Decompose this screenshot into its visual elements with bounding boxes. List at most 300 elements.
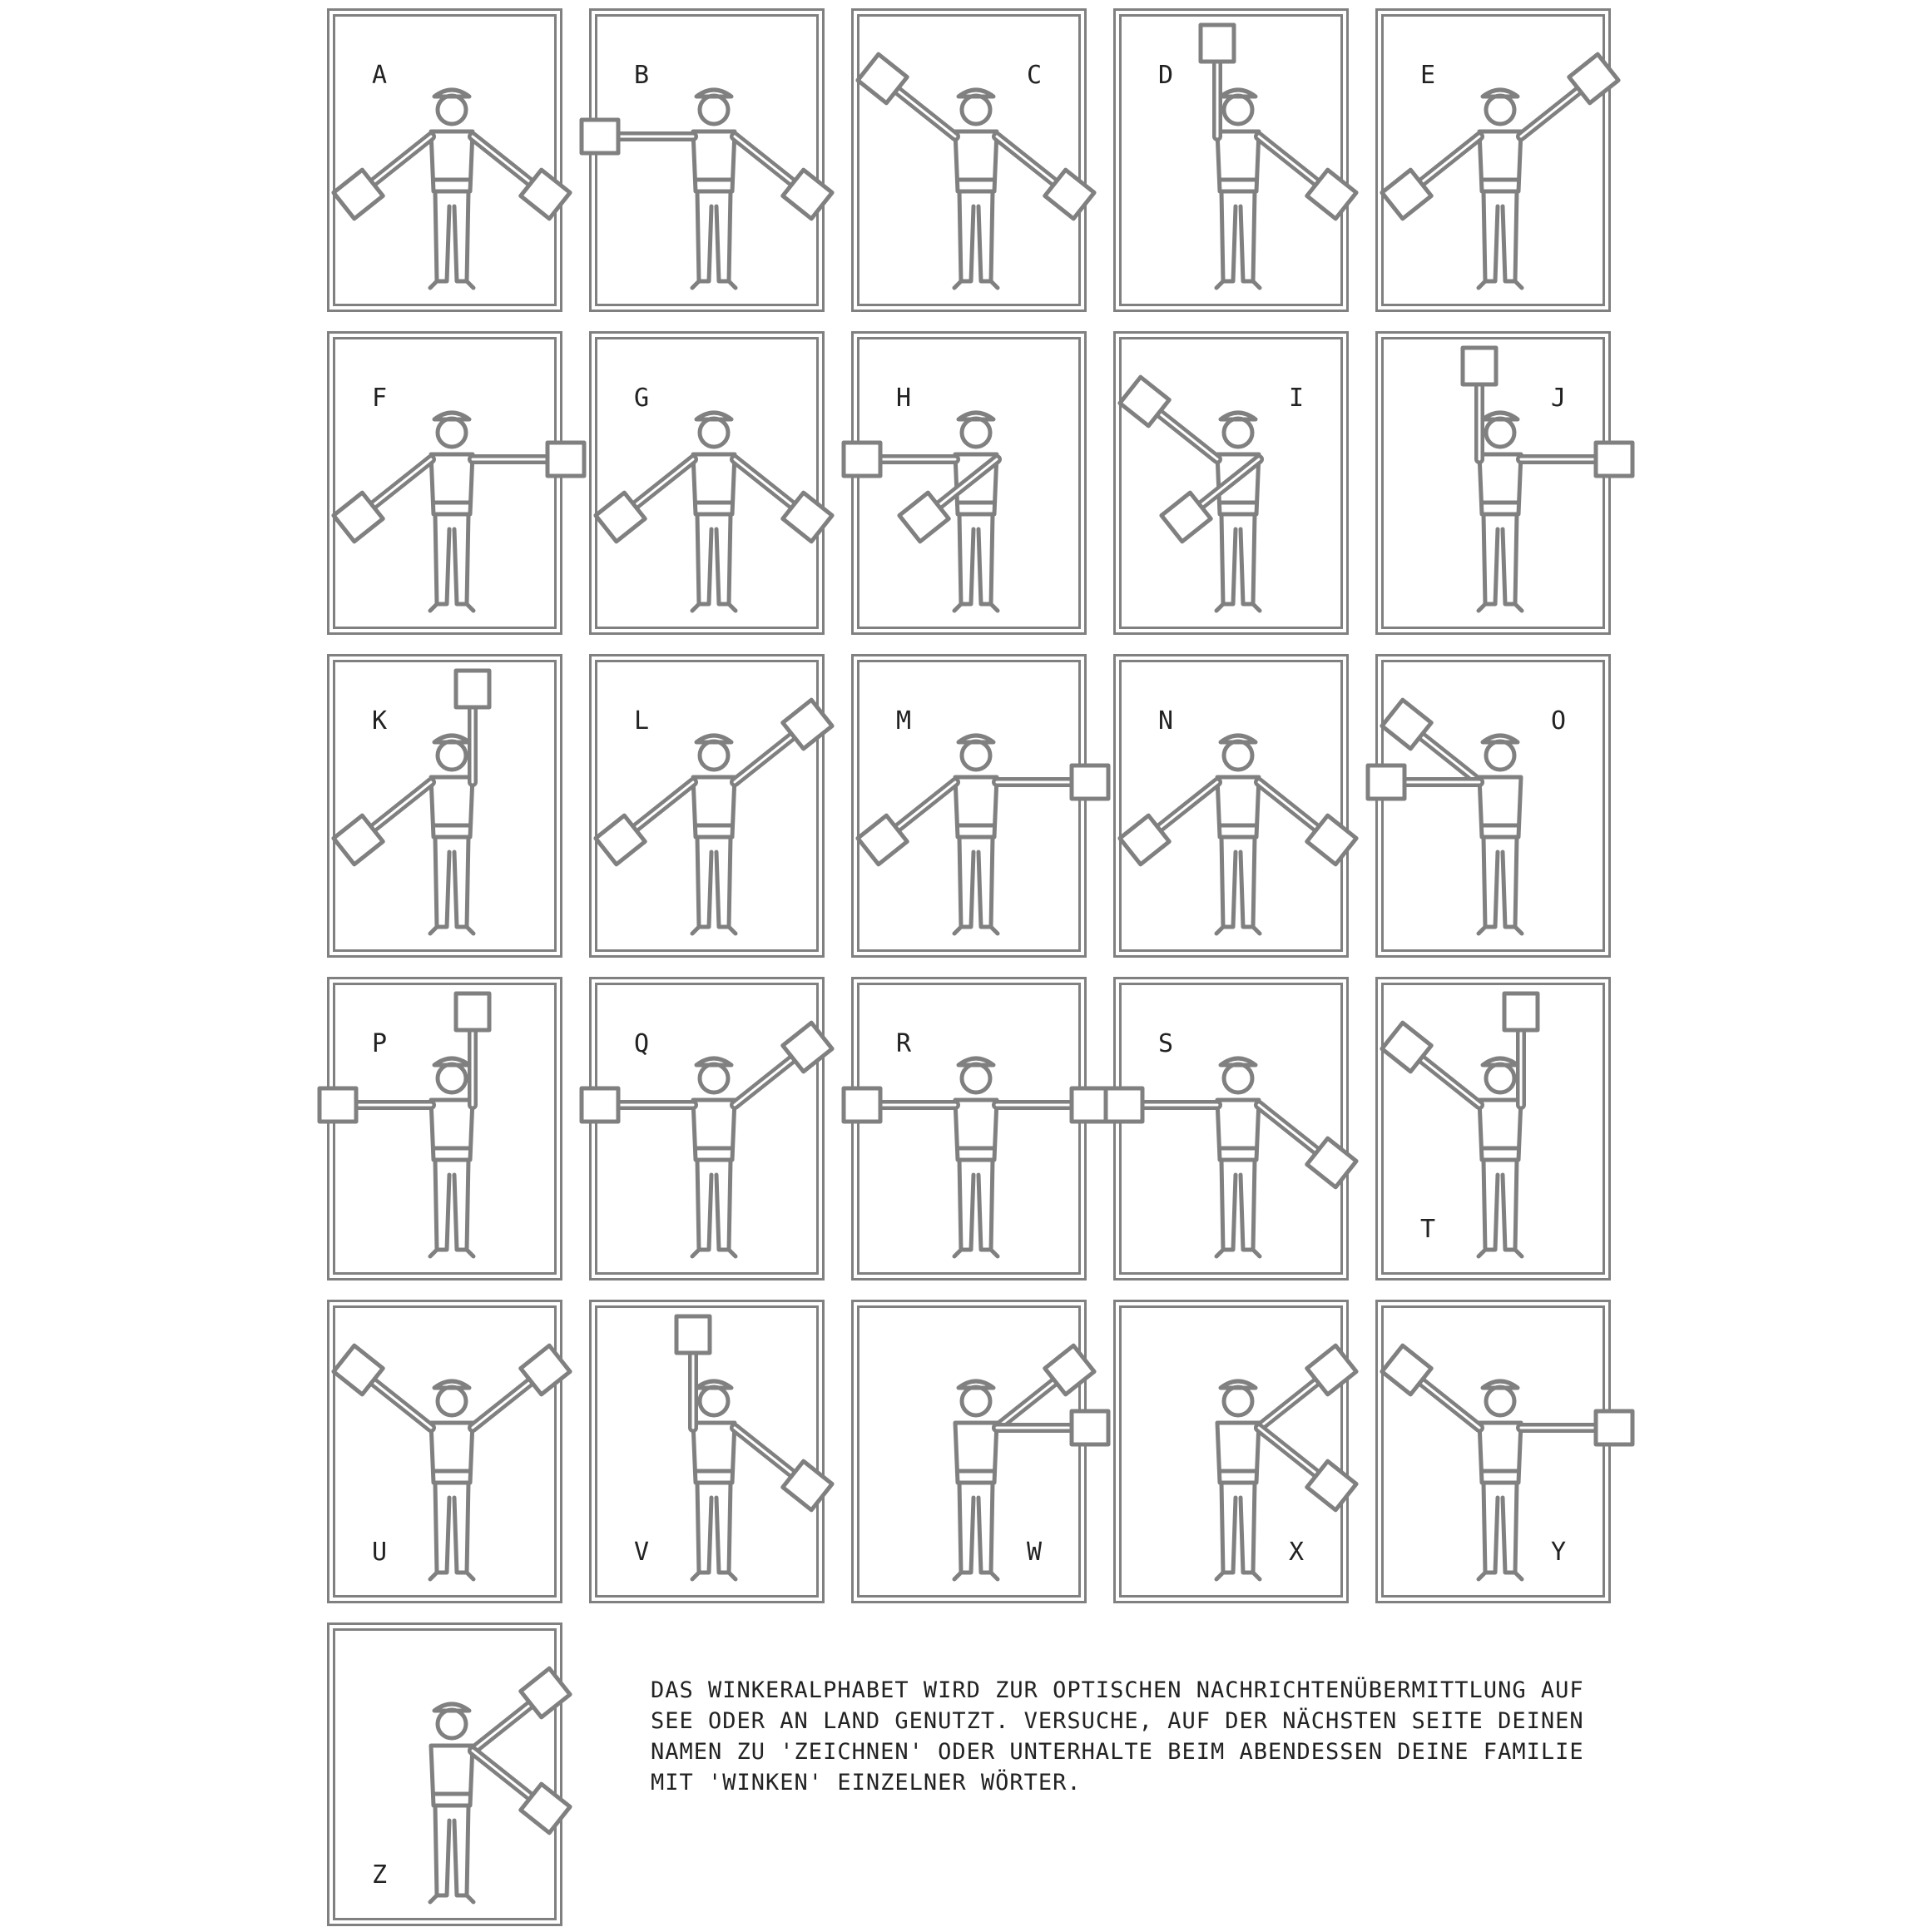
sailor-right-leg: [1503, 1160, 1517, 1250]
semaphore-illustration: [859, 985, 1078, 1272]
sailor-left-leg: [959, 191, 973, 281]
sailor-figure: [1216, 1345, 1356, 1579]
sailor-left-leg: [697, 514, 711, 604]
semaphore-illustration: [1122, 339, 1340, 627]
semaphore-flag: [1072, 1088, 1108, 1122]
semaphore-illustration: [335, 1308, 554, 1595]
sailor-head: [962, 96, 990, 124]
sailor-right-foot: [729, 1250, 736, 1256]
semaphore-cell-f: [327, 331, 562, 635]
sailor-arm-fill: [473, 1751, 533, 1798]
sailor-right-foot: [729, 1573, 736, 1579]
semaphore-letter-label: O: [1550, 706, 1566, 736]
semaphore-flag: [844, 1088, 880, 1122]
sailor-left-leg: [1221, 191, 1236, 281]
sailor-head: [438, 1064, 466, 1092]
description-text: DAS WINKERALPHABET WIRD ZUR OPTISCHEN NACHRICHTENÜBERMITTLUNG AUF SEE ODER AN LAND GENUTZT. VERSUCHE, AUF DER NÄCHSTEN SEITE DEINEN NAMEN ZU 'ZEICHNEN' ODER UNTERHALTE BEIM ABENDESSEN DEINE FAMILIE MIT 'WINKEN' EINZELNER WÖRTER.: [651, 1677, 1584, 1796]
sailor-figure: [1382, 993, 1538, 1256]
semaphore-letter-label: Q: [634, 1029, 650, 1058]
sailor-left-foot: [692, 927, 699, 934]
sailor-torso: [1479, 1100, 1521, 1160]
sailor-arm-fill: [633, 459, 693, 507]
sailor-torso: [1217, 1423, 1259, 1483]
sailor-torso: [1479, 454, 1521, 514]
sailor-right-leg: [1503, 514, 1517, 604]
sailor-head: [700, 1387, 728, 1415]
semaphore-illustration: [1384, 985, 1603, 1272]
sailor-arm-fill: [1259, 782, 1319, 830]
sailor-torso: [1479, 777, 1521, 837]
sailor-right-leg: [454, 1806, 468, 1895]
sailor-left-foot: [1216, 927, 1223, 934]
sailor-arm-fill: [371, 459, 431, 507]
semaphore-flag: [844, 443, 880, 476]
sailor-left-leg: [697, 1483, 711, 1573]
sailor-head: [1486, 96, 1514, 124]
semaphore-cell-t: [1375, 977, 1611, 1281]
sailor-right-foot: [991, 604, 998, 611]
sailor-arm-fill: [473, 1703, 533, 1751]
semaphore-illustration: [859, 17, 1078, 304]
sailor-right-leg: [716, 191, 731, 281]
semaphore-illustration: [597, 17, 816, 304]
sailor-left-leg: [435, 1483, 449, 1573]
semaphore-illustration: [1122, 662, 1340, 949]
semaphore-cell-x: [1113, 1300, 1349, 1603]
semaphore-flag: [1072, 765, 1108, 799]
sailor-arm-fill: [1259, 136, 1319, 184]
sailor-figure: [334, 1345, 570, 1579]
sailor-right-leg: [1503, 1483, 1517, 1573]
sailor-right-leg: [978, 514, 993, 604]
sailor-left-leg: [959, 1483, 973, 1573]
sailor-right-leg: [1241, 1160, 1255, 1250]
semaphore-cell-o: [1375, 654, 1611, 958]
sailor-right-leg: [454, 837, 468, 927]
semaphore-letter-label: N: [1158, 706, 1174, 736]
sailor-left-leg: [1484, 191, 1498, 281]
semaphore-letter-label: Y: [1550, 1538, 1566, 1567]
sailor-arm-fill: [1259, 1105, 1319, 1152]
semaphore-cell-u: [327, 1300, 562, 1603]
semaphore-cell-c: [851, 8, 1087, 312]
sailor-arm-fill: [473, 136, 533, 184]
sailor-head: [1224, 741, 1252, 770]
semaphore-flag: [676, 1316, 710, 1353]
sailor-cap: [1221, 1381, 1256, 1388]
sailor-right-foot: [467, 604, 473, 611]
sailor-cap: [434, 413, 469, 419]
sailor-arm-fill: [1521, 89, 1581, 136]
sailor-arm-fill: [937, 459, 997, 507]
sailor-right-leg: [716, 514, 731, 604]
sailor-cap: [1483, 1058, 1518, 1065]
semaphore-letter-label: M: [896, 706, 912, 736]
semaphore-cell-s: [1113, 977, 1349, 1281]
sailor-left-leg: [1484, 1160, 1498, 1250]
semaphore-cell-y: [1375, 1300, 1611, 1603]
sailor-cap: [434, 1381, 469, 1388]
sailor-torso: [955, 1100, 997, 1160]
sailor-right-foot: [1253, 1573, 1260, 1579]
sailor-figure: [1463, 348, 1632, 611]
sailor-torso: [1217, 777, 1259, 837]
semaphore-cell-g: [589, 331, 825, 635]
semaphore-illustration: [597, 662, 816, 949]
semaphore-letter-label: P: [372, 1029, 388, 1058]
sailor-figure: [596, 700, 832, 934]
sailor-left-leg: [959, 1160, 973, 1250]
sailor-torso: [1479, 131, 1521, 191]
sailor-arm-fill: [1419, 136, 1479, 184]
sailor-head: [700, 96, 728, 124]
sailor-figure: [844, 413, 998, 611]
sailor-head: [1224, 96, 1252, 124]
sailor-cap: [959, 736, 993, 742]
semaphore-illustration: [335, 985, 554, 1272]
sailor-torso: [693, 454, 735, 514]
sailor-arm-fill: [997, 1380, 1057, 1428]
semaphore-cell-b: [589, 8, 825, 312]
semaphore-letter-label: A: [372, 61, 388, 90]
sailor-right-foot: [467, 281, 473, 288]
semaphore-flag: [456, 993, 489, 1030]
sailor-torso: [1217, 1100, 1259, 1160]
sailor-right-foot: [991, 281, 998, 288]
semaphore-illustration: [335, 17, 554, 304]
semaphore-flag: [1368, 765, 1404, 799]
sailor-right-foot: [729, 604, 736, 611]
sailor-left-foot: [954, 1250, 961, 1256]
semaphore-cell-z: [327, 1622, 562, 1926]
sailor-left-leg: [1221, 837, 1236, 927]
sailor-arm-fill: [371, 1380, 431, 1428]
sailor-right-foot: [467, 1573, 473, 1579]
semaphore-flag: [1201, 25, 1234, 62]
sailor-left-foot: [430, 1250, 437, 1256]
sailor-left-foot: [954, 927, 961, 934]
sailor-arm-fill: [1419, 1058, 1479, 1105]
sailor-left-leg: [1221, 514, 1236, 604]
semaphore-cell-e: [1375, 8, 1611, 312]
sailor-head: [1486, 1387, 1514, 1415]
sailor-head: [438, 1710, 466, 1738]
sailor-cap: [696, 736, 731, 742]
sailor-right-leg: [716, 837, 731, 927]
sailor-figure: [596, 413, 832, 611]
semaphore-flag: [1463, 348, 1496, 384]
sailor-arm-fill: [1157, 412, 1217, 459]
sailor-figure: [1382, 54, 1618, 288]
semaphore-illustration: [1122, 1308, 1340, 1595]
sailor-cap: [434, 1058, 469, 1065]
sailor-head: [700, 741, 728, 770]
semaphore-cell-l: [589, 654, 825, 958]
semaphore-flag: [582, 1088, 618, 1122]
sailor-arm-fill: [735, 1428, 795, 1475]
sailor-left-leg: [697, 191, 711, 281]
sailor-head: [1486, 1064, 1514, 1092]
semaphore-cell-k: [327, 654, 562, 958]
sailor-torso: [431, 1746, 473, 1806]
sailor-right-leg: [454, 1483, 468, 1573]
semaphore-letter-label: I: [1288, 384, 1304, 413]
sailor-right-foot: [467, 1250, 473, 1256]
sailor-arm-fill: [997, 136, 1057, 184]
sailor-figure: [1382, 1345, 1632, 1579]
sailor-figure: [334, 90, 570, 288]
sailor-right-leg: [1241, 837, 1255, 927]
sailor-left-foot: [1479, 1573, 1485, 1579]
sailor-left-foot: [1479, 1250, 1485, 1256]
sailor-right-leg: [454, 514, 468, 604]
sailor-left-leg: [435, 514, 449, 604]
sailor-cap: [1221, 1058, 1256, 1065]
semaphore-letter-label: T: [1420, 1215, 1436, 1244]
sailor-figure: [676, 1316, 832, 1579]
sailor-left-foot: [692, 281, 699, 288]
sailor-head: [962, 1064, 990, 1092]
sailor-right-foot: [1253, 1250, 1260, 1256]
sailor-head: [1224, 1387, 1252, 1415]
sailor-left-foot: [1216, 604, 1223, 611]
sailor-right-leg: [1503, 191, 1517, 281]
sailor-head: [438, 419, 466, 447]
semaphore-illustration: [859, 1308, 1078, 1595]
sailor-right-foot: [1253, 281, 1260, 288]
sailor-figure: [334, 413, 584, 611]
sailor-right-foot: [1253, 604, 1260, 611]
semaphore-illustration: [1384, 339, 1603, 627]
sailor-left-leg: [1484, 514, 1498, 604]
semaphore-cell-a: [327, 8, 562, 312]
sailor-figure: [334, 671, 489, 934]
sailor-right-foot: [991, 1573, 998, 1579]
sailor-right-leg: [1241, 514, 1255, 604]
sailor-left-foot: [1479, 281, 1485, 288]
semaphore-letter-label: W: [1026, 1538, 1042, 1567]
sailor-arm-fill: [1259, 1380, 1319, 1428]
sailor-cap: [434, 1704, 469, 1711]
sailor-cap: [1483, 413, 1518, 419]
sailor-head: [438, 96, 466, 124]
sailor-left-foot: [430, 604, 437, 611]
sailor-torso: [1217, 131, 1259, 191]
sailor-right-leg: [716, 1483, 731, 1573]
sailor-head: [962, 741, 990, 770]
sailor-torso: [955, 777, 997, 837]
sailor-figure: [320, 993, 489, 1256]
semaphore-illustration: [335, 339, 554, 627]
sailor-arm-fill: [735, 459, 795, 507]
sailor-left-leg: [1221, 1160, 1236, 1250]
semaphore-letter-label: D: [1158, 61, 1174, 90]
sailor-figure: [1368, 700, 1522, 934]
sailor-head: [962, 419, 990, 447]
sailor-right-foot: [1515, 927, 1522, 934]
sailor-cap: [434, 736, 469, 742]
semaphore-cell-n: [1113, 654, 1349, 958]
semaphore-cell-j: [1375, 331, 1611, 635]
sailor-arm-fill: [1259, 1428, 1319, 1475]
sailor-head: [1224, 1064, 1252, 1092]
sailor-right-foot: [729, 927, 736, 934]
semaphore-letter-label: G: [634, 384, 650, 413]
sailor-right-leg: [1241, 1483, 1255, 1573]
sailor-cap: [696, 1058, 731, 1065]
sailor-torso: [693, 131, 735, 191]
semaphore-cell-q: [589, 977, 825, 1281]
sailor-left-leg: [435, 1160, 449, 1250]
semaphore-illustration: [859, 662, 1078, 949]
semaphore-letter-label: V: [634, 1538, 650, 1567]
sailor-left-leg: [435, 191, 449, 281]
semaphore-cell-w: [851, 1300, 1087, 1603]
sailor-left-leg: [435, 1806, 449, 1895]
sailor-left-foot: [430, 927, 437, 934]
sailor-head: [438, 741, 466, 770]
sailor-head: [700, 1064, 728, 1092]
sailor-figure: [858, 54, 1094, 288]
sailor-torso: [955, 131, 997, 191]
sailor-left-foot: [1216, 1250, 1223, 1256]
sailor-arm-fill: [735, 136, 795, 184]
semaphore-letter-label: Z: [372, 1860, 388, 1890]
sailor-figure: [582, 90, 832, 288]
sailor-right-foot: [1515, 1250, 1522, 1256]
sailor-cap: [696, 1381, 731, 1388]
semaphore-illustration: [1122, 17, 1340, 304]
sailor-torso: [693, 777, 735, 837]
sailor-figure: [582, 1023, 832, 1256]
sailor-torso: [955, 1423, 997, 1483]
semaphore-illustration: [335, 662, 554, 949]
semaphore-illustration: [597, 339, 816, 627]
sailor-figure: [430, 1668, 570, 1902]
sailor-right-leg: [978, 1160, 993, 1250]
sailor-right-leg: [454, 191, 468, 281]
sailor-left-foot: [1216, 281, 1223, 288]
semaphore-cell-i: [1113, 331, 1349, 635]
sailor-left-leg: [697, 837, 711, 927]
sailor-cap: [959, 1381, 993, 1388]
semaphore-letter-label: H: [896, 384, 912, 413]
sailor-left-foot: [692, 1573, 699, 1579]
semaphore-flag: [1106, 1088, 1142, 1122]
semaphore-illustration: [859, 339, 1078, 627]
sailor-arm-fill: [1199, 459, 1259, 507]
sailor-arm-fill: [895, 89, 955, 136]
sailor-arm-fill: [1419, 1380, 1479, 1428]
sailor-head: [1224, 419, 1252, 447]
semaphore-flag: [1072, 1411, 1108, 1444]
sailor-cap: [434, 90, 469, 97]
sailor-figure: [1120, 736, 1356, 934]
sailor-figure: [1106, 1058, 1356, 1256]
sailor-cap: [959, 1058, 993, 1065]
sailor-right-foot: [1515, 1573, 1522, 1579]
sailor-right-foot: [1515, 281, 1522, 288]
semaphore-letter-label: U: [372, 1538, 388, 1567]
sailor-cap: [696, 90, 731, 97]
sailor-left-foot: [692, 1250, 699, 1256]
semaphore-cell-r: [851, 977, 1087, 1281]
semaphore-letter-label: S: [1158, 1029, 1174, 1058]
semaphore-illustration: [1384, 17, 1603, 304]
sailor-head: [1486, 419, 1514, 447]
sailor-figure: [1201, 25, 1356, 288]
semaphore-flag: [1596, 1411, 1632, 1444]
sailor-right-leg: [978, 837, 993, 927]
sailor-left-leg: [959, 837, 973, 927]
semaphore-flag: [1596, 443, 1632, 476]
sailor-figure: [844, 1058, 1108, 1256]
sailor-right-foot: [991, 1250, 998, 1256]
sailor-cap: [1221, 413, 1256, 419]
sailor-arm-fill: [735, 735, 795, 782]
sailor-right-leg: [1241, 191, 1255, 281]
sailor-torso: [693, 1423, 735, 1483]
sailor-left-foot: [1479, 604, 1485, 611]
sailor-cap: [959, 90, 993, 97]
semaphore-letter-label: L: [634, 706, 650, 736]
sailor-right-leg: [454, 1160, 468, 1250]
sailor-left-foot: [954, 281, 961, 288]
sailor-head: [1486, 741, 1514, 770]
sailor-right-foot: [991, 927, 998, 934]
sailor-cap: [1483, 736, 1518, 742]
sailor-torso: [431, 131, 473, 191]
sailor-right-foot: [729, 281, 736, 288]
semaphore-illustration: [1384, 662, 1603, 949]
sailor-torso: [431, 1100, 473, 1160]
sailor-head: [962, 1387, 990, 1415]
sailor-right-foot: [467, 1895, 473, 1902]
semaphore-cell-d: [1113, 8, 1349, 312]
semaphore-flag: [547, 443, 584, 476]
sailor-arm-fill: [1419, 735, 1479, 782]
sailor-cap: [1221, 90, 1256, 97]
semaphore-letter-label: R: [896, 1029, 912, 1058]
semaphore-letter-label: K: [372, 706, 388, 736]
sailor-left-leg: [1484, 1483, 1498, 1573]
sailor-left-foot: [1479, 927, 1485, 934]
semaphore-cell-v: [589, 1300, 825, 1603]
sailor-left-leg: [435, 837, 449, 927]
sailor-left-foot: [430, 1573, 437, 1579]
sailor-figure: [1120, 377, 1260, 611]
sailor-arm-fill: [1157, 782, 1217, 830]
sailor-torso: [1479, 1423, 1521, 1483]
sailor-left-leg: [959, 514, 973, 604]
semaphore-flag: [320, 1088, 356, 1122]
sailor-torso: [431, 454, 473, 514]
sailor-right-foot: [1515, 604, 1522, 611]
sailor-torso: [693, 1100, 735, 1160]
sailor-arm-fill: [633, 782, 693, 830]
semaphore-letter-label: E: [1420, 61, 1436, 90]
sailor-arm-fill: [895, 782, 955, 830]
sailor-right-foot: [467, 927, 473, 934]
sailor-left-foot: [430, 1895, 437, 1902]
semaphore-letter-label: F: [372, 384, 388, 413]
sailor-left-foot: [954, 604, 961, 611]
sailor-cap: [696, 413, 731, 419]
semaphore-illustration: [597, 1308, 816, 1595]
sailor-cap: [1483, 1381, 1518, 1388]
sailor-right-leg: [978, 1483, 993, 1573]
sailor-left-foot: [954, 1573, 961, 1579]
